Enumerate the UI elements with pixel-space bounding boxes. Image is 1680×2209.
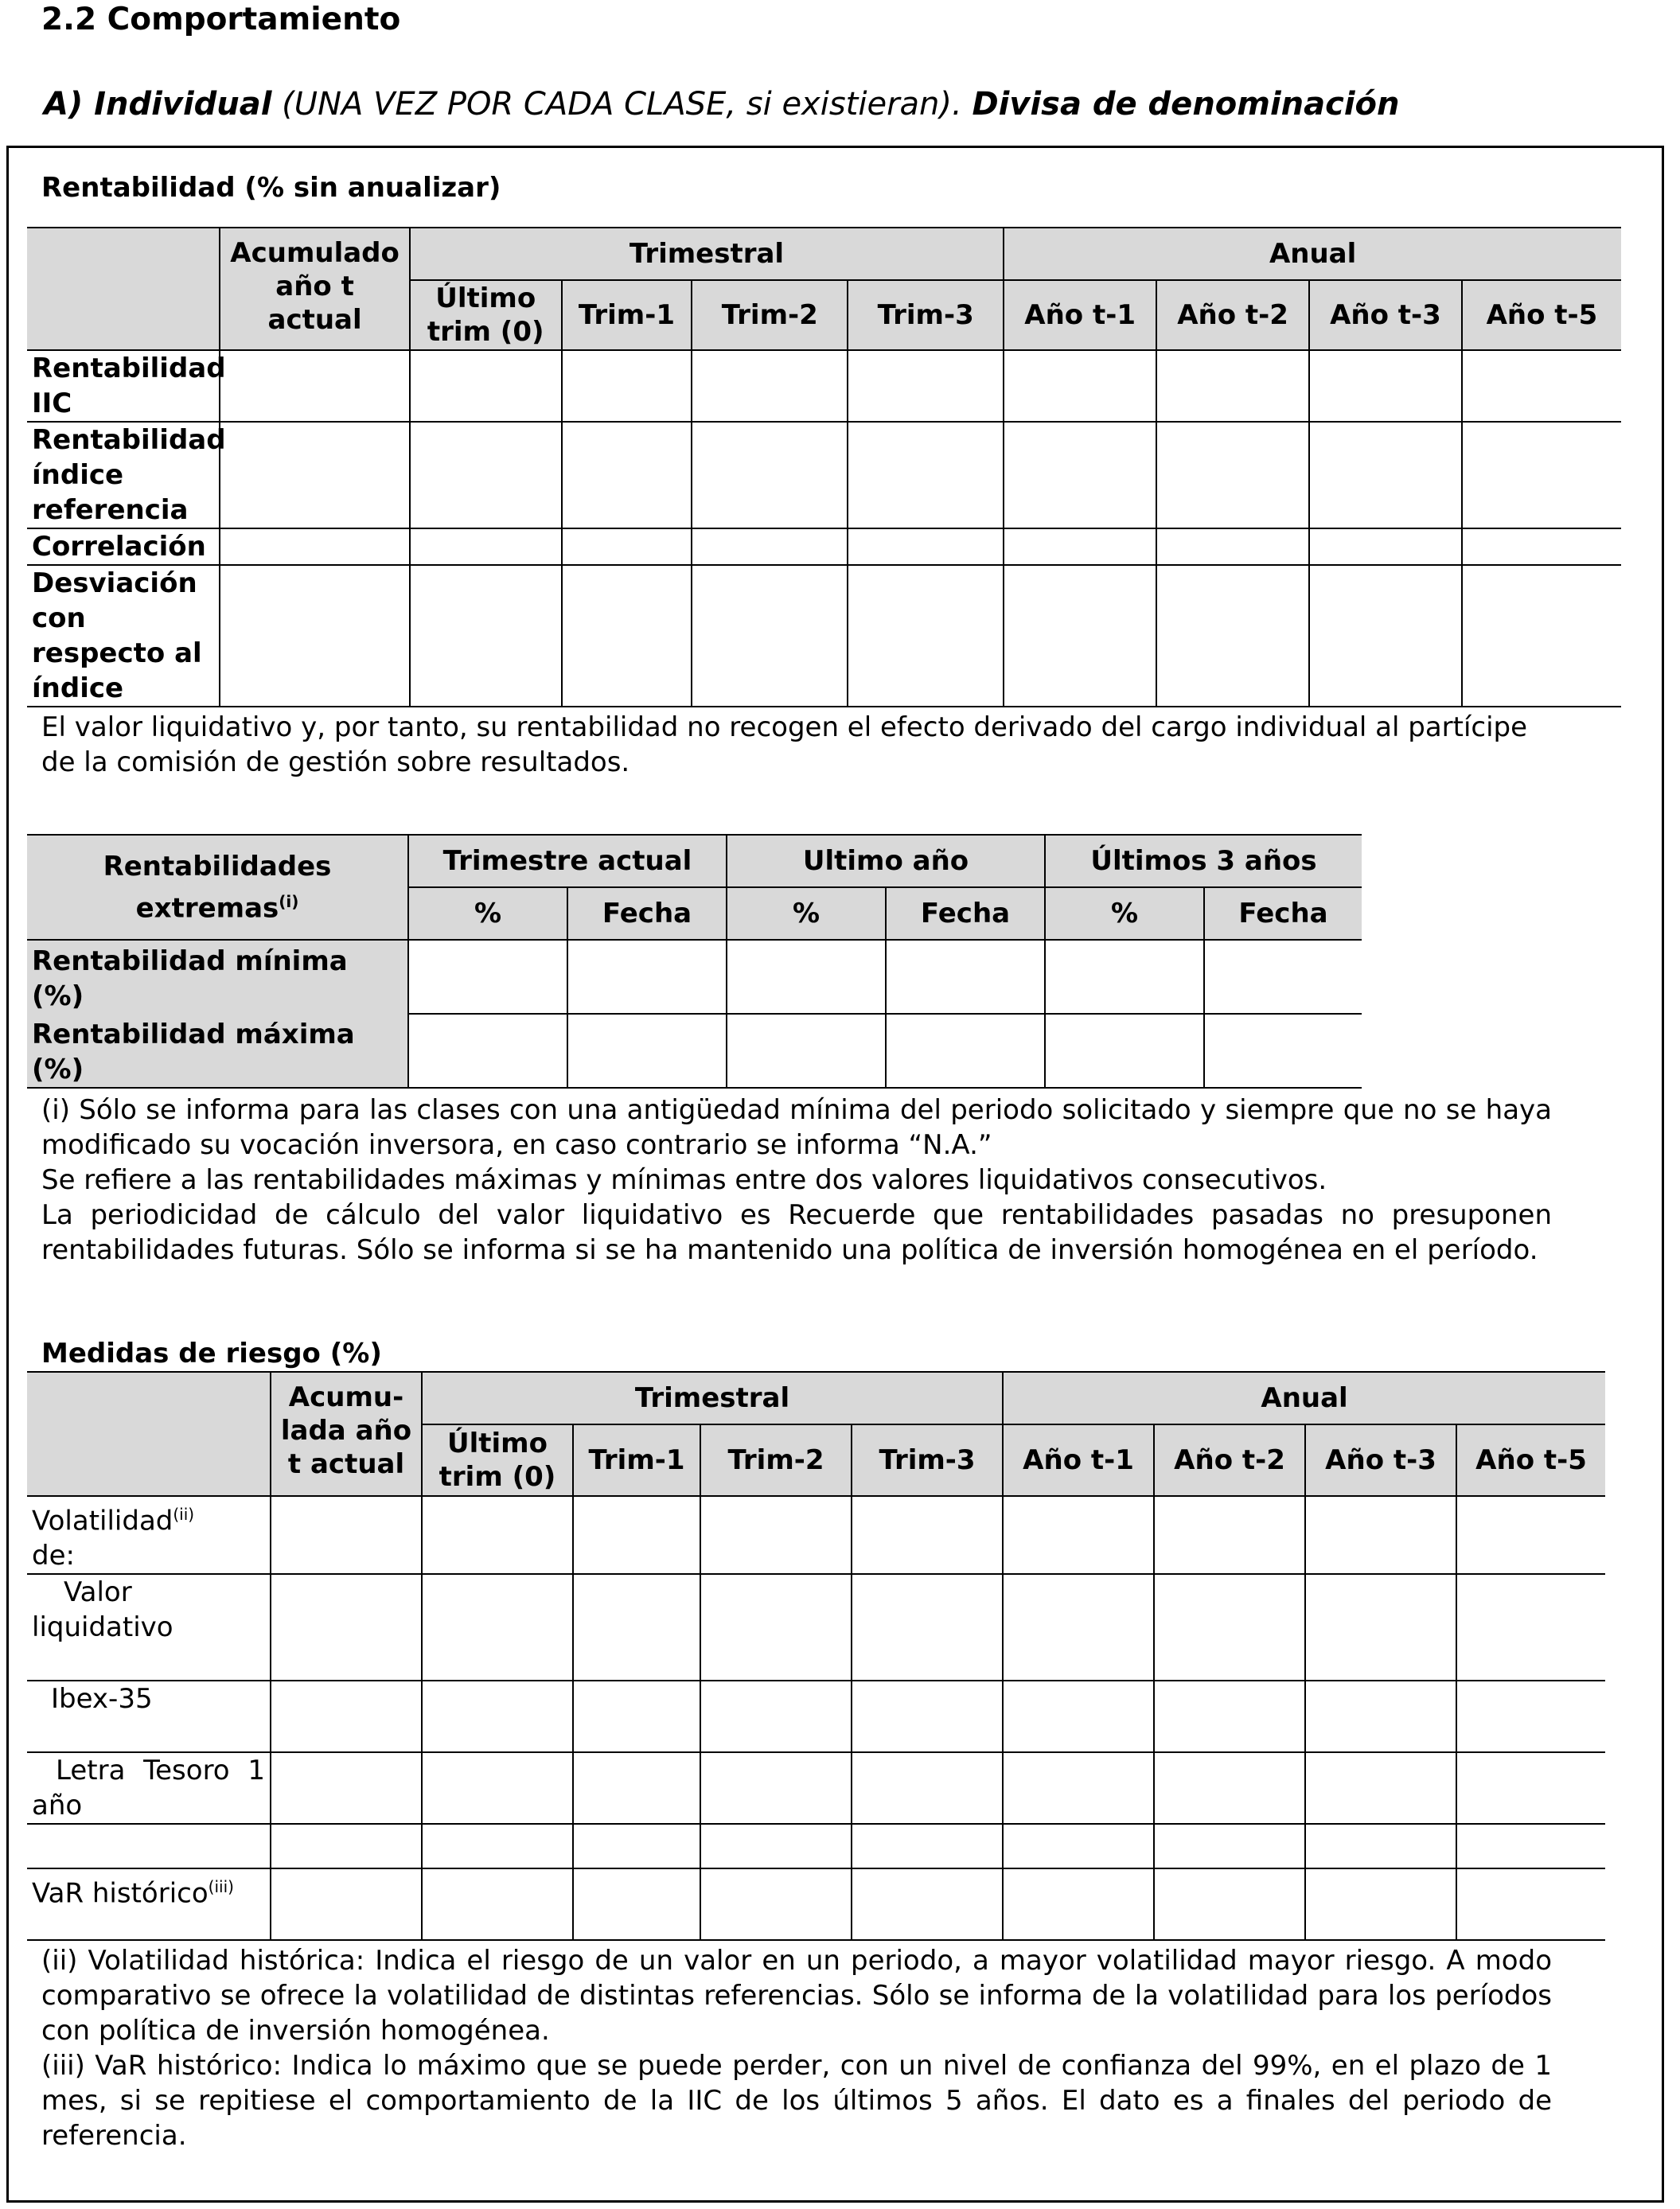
cell xyxy=(271,1752,422,1824)
risk-volatilidad-sup: (ii) xyxy=(173,1505,195,1524)
returns-trim2-header: Trim-2 xyxy=(692,280,848,350)
row-label: Correlación xyxy=(27,528,220,565)
extremes-note: (i) Sólo se informa para las clases con una antigüedad mínima del periodo solicitado y siempre que no se haya modificado su vocación inversora, en caso contrario se informa “N.A.” xyxy=(41,1094,1552,1161)
cell xyxy=(422,1824,573,1868)
cell xyxy=(220,565,409,707)
risk-table xyxy=(27,1371,1605,1941)
cell xyxy=(1305,1496,1456,1574)
cell xyxy=(886,1014,1045,1088)
returns-accum-header: Acumulado año t actual xyxy=(220,228,409,350)
cell xyxy=(1003,1868,1154,1940)
cell xyxy=(1154,1574,1305,1681)
cell xyxy=(852,1681,1003,1752)
cell xyxy=(271,1868,422,1940)
cell xyxy=(1154,1868,1305,1940)
returns-ano2-header: Año t-2 xyxy=(1156,280,1309,350)
table-row xyxy=(27,1868,1605,1940)
cell xyxy=(700,1574,852,1681)
risk-row-letra: Letra Tesoro 1 año xyxy=(27,1752,271,1824)
risk-trim1-header: Trim-1 xyxy=(573,1424,700,1496)
cell xyxy=(1305,1574,1456,1681)
subtitle xyxy=(44,86,1400,123)
cell xyxy=(220,528,409,565)
table-row xyxy=(27,422,1621,528)
cell xyxy=(700,1496,852,1574)
cell xyxy=(852,1868,1003,1940)
extremes-header-text: Rentabilidades extremas xyxy=(103,850,332,925)
cell xyxy=(1045,940,1204,1014)
cell xyxy=(1456,1752,1605,1824)
table-row xyxy=(27,528,1621,565)
cell xyxy=(1154,1496,1305,1574)
extremes-ultimos3-header: Últimos 3 años xyxy=(1045,835,1362,887)
cell xyxy=(573,1681,700,1752)
cell xyxy=(700,1868,852,1940)
cell xyxy=(271,1681,422,1752)
returns-note: El valor liquidativo y, por tanto, su rentabilidad no recogen el efecto derivado del cargo individual al partícipe de la comisión de gestión sobre resultados. xyxy=(41,711,1528,778)
table-row xyxy=(27,1014,1362,1088)
cell xyxy=(1309,422,1462,528)
cell xyxy=(1309,350,1462,422)
cell xyxy=(220,350,409,422)
cell xyxy=(422,1681,573,1752)
cell xyxy=(1004,350,1156,422)
cell xyxy=(573,1574,700,1681)
cell xyxy=(1462,350,1621,422)
cell xyxy=(1156,565,1309,707)
cell xyxy=(1003,1496,1154,1574)
extremes-header-label xyxy=(27,835,408,940)
row-label: Desviación con respecto al índice xyxy=(27,565,220,707)
cell xyxy=(410,565,562,707)
returns-ultimo-header: Último trim (0) xyxy=(410,280,562,350)
risk-var-label: VaR histórico xyxy=(32,1877,209,1910)
cell xyxy=(562,350,692,422)
row-label: Rentabilidad IIC xyxy=(27,350,220,422)
risk-ano1-header: Año t-1 xyxy=(1003,1424,1154,1496)
risk-volatilidad-label: Volatilidad xyxy=(32,1505,173,1537)
risk-var-sup: (iii) xyxy=(208,1877,234,1897)
cell xyxy=(271,1574,422,1681)
cell xyxy=(848,422,1004,528)
risk-title: Medidas de riesgo (%) xyxy=(41,1338,382,1369)
cell xyxy=(1462,565,1621,707)
cell xyxy=(692,422,848,528)
cell xyxy=(1456,1681,1605,1752)
table-row xyxy=(27,1574,1605,1681)
returns-corner-cell xyxy=(27,228,220,350)
risk-trim2-header: Trim-2 xyxy=(700,1424,852,1496)
risk-trim3-header: Trim-3 xyxy=(852,1424,1003,1496)
cell xyxy=(410,350,562,422)
cell xyxy=(271,1824,422,1868)
cell xyxy=(700,1824,852,1868)
risk-row-var xyxy=(27,1868,271,1940)
cell xyxy=(1154,1824,1305,1868)
table-row xyxy=(27,1681,1605,1752)
extremes-fecha-header: Fecha xyxy=(886,887,1045,940)
cell xyxy=(1003,1824,1154,1868)
table-row xyxy=(27,1752,1605,1824)
cell xyxy=(727,940,886,1014)
cell xyxy=(562,422,692,528)
section-title: 2.2 Comportamiento xyxy=(41,2,401,37)
risk-trimestral-header: Trimestral xyxy=(422,1372,1003,1424)
cell xyxy=(848,565,1004,707)
cell xyxy=(1456,1574,1605,1681)
extremes-table xyxy=(27,834,1362,1089)
cell xyxy=(422,1496,573,1574)
cell xyxy=(1003,1681,1154,1752)
returns-trimestral-header: Trimestral xyxy=(410,228,1004,280)
subtitle-currency: Divisa de denominación xyxy=(972,86,1400,123)
cell xyxy=(562,528,692,565)
returns-trim1-header: Trim-1 xyxy=(562,280,692,350)
cell xyxy=(1309,528,1462,565)
cell xyxy=(573,1752,700,1824)
extremes-pct-header: % xyxy=(1045,887,1204,940)
cell xyxy=(567,1014,727,1088)
extremes-ultimo-ano-header: Ultimo año xyxy=(727,835,1045,887)
cell xyxy=(1003,1752,1154,1824)
returns-title: Rentabilidad (% sin anualizar) xyxy=(41,172,501,204)
risk-row-valor-liquidativo: Valor liquidativo xyxy=(27,1574,271,1681)
cell xyxy=(422,1752,573,1824)
extremes-note: Se refiere a las rentabilidades máximas y mínimas entre dos valores liquidativos consecutivos. xyxy=(41,1164,1327,1196)
cell xyxy=(1154,1752,1305,1824)
risk-anual-header: Anual xyxy=(1003,1372,1605,1424)
cell xyxy=(271,1496,422,1574)
risk-note: (ii) Volatilidad histórica: Indica el riesgo de un valor en un periodo, a mayor volatilidad mayor riesgo. A modo comparativo se ofrece la volatilidad de distintas referencias. Sólo se informa de la volatilidad para los períodos con política de inversión homogénea. xyxy=(41,1945,1552,2047)
cell xyxy=(422,1574,573,1681)
cell xyxy=(692,565,848,707)
cell xyxy=(573,1868,700,1940)
subtitle-note: (UNA VEZ POR CADA CLASE, si existieran). xyxy=(271,86,973,123)
cell xyxy=(1462,528,1621,565)
cell xyxy=(1456,1824,1605,1868)
returns-ano3-header: Año t-3 xyxy=(1309,280,1462,350)
table-row xyxy=(27,350,1621,422)
cell xyxy=(408,940,567,1014)
extremes-pct-header: % xyxy=(408,887,567,940)
cell xyxy=(562,565,692,707)
table-row xyxy=(27,1824,1605,1868)
returns-table xyxy=(27,227,1621,707)
returns-ano5-header: Año t-5 xyxy=(1462,280,1621,350)
cell xyxy=(848,528,1004,565)
cell xyxy=(1305,1681,1456,1752)
risk-ano2-header: Año t-2 xyxy=(1154,1424,1305,1496)
table-row xyxy=(27,940,1362,1014)
cell xyxy=(1305,1868,1456,1940)
extremes-notes xyxy=(41,1093,1552,1268)
table-row xyxy=(27,565,1621,707)
cell xyxy=(422,1868,573,1940)
cell xyxy=(1156,528,1309,565)
extremes-fecha-header: Fecha xyxy=(1204,887,1362,940)
cell xyxy=(1456,1868,1605,1940)
extremes-row-max: Rentabilidad máxima (%) xyxy=(27,1014,408,1088)
cell xyxy=(1204,940,1362,1014)
cell xyxy=(410,422,562,528)
risk-ano3-header: Año t-3 xyxy=(1305,1424,1456,1496)
cell xyxy=(852,1824,1003,1868)
extremes-pct-header: % xyxy=(727,887,886,940)
cell xyxy=(1154,1681,1305,1752)
cell xyxy=(1156,422,1309,528)
cell xyxy=(727,1014,886,1088)
risk-ultimo-header: Último trim (0) xyxy=(422,1424,573,1496)
risk-accum-header: Acumu-lada año t actual xyxy=(271,1372,422,1496)
cell xyxy=(1045,1014,1204,1088)
returns-trim3-header: Trim-3 xyxy=(848,280,1004,350)
cell xyxy=(1309,565,1462,707)
risk-corner-cell xyxy=(27,1372,271,1496)
cell xyxy=(573,1496,700,1574)
cell xyxy=(408,1014,567,1088)
cell xyxy=(567,940,727,1014)
subtitle-individual: A) Individual xyxy=(44,86,272,123)
row-label: Rentabilidad índice referencia xyxy=(27,422,220,528)
cell xyxy=(692,528,848,565)
cell xyxy=(1004,528,1156,565)
cell xyxy=(700,1752,852,1824)
extremes-note: La periodicidad de cálculo del valor liquidativo es Recuerde que rentabilidades pasadas no presuponen rentabilidades futuras. Sólo se informa si se ha mantenido una política de inversión homogénea en el período. xyxy=(41,1199,1552,1266)
extremes-header-sup: (i) xyxy=(279,891,299,911)
returns-anual-header: Anual xyxy=(1004,228,1621,280)
extremes-fecha-header: Fecha xyxy=(567,887,727,940)
extremes-trimestre-header: Trimestre actual xyxy=(408,835,727,887)
cell xyxy=(1456,1496,1605,1574)
cell xyxy=(852,1752,1003,1824)
risk-row-ibex: Ibex-35 xyxy=(27,1681,271,1752)
table-row xyxy=(27,1496,1605,1574)
cell xyxy=(1004,565,1156,707)
risk-row-volatilidad xyxy=(27,1496,271,1574)
cell xyxy=(852,1496,1003,1574)
cell xyxy=(220,422,409,528)
cell xyxy=(700,1681,852,1752)
cell xyxy=(848,350,1004,422)
cell xyxy=(1462,422,1621,528)
extremes-row-min: Rentabilidad mínima (%) xyxy=(27,940,408,1014)
risk-de-label: de: xyxy=(32,1540,75,1572)
cell xyxy=(886,940,1045,1014)
risk-notes xyxy=(41,1943,1552,2153)
cell xyxy=(573,1824,700,1868)
cell xyxy=(27,1824,271,1868)
cell xyxy=(1003,1574,1154,1681)
cell xyxy=(1204,1014,1362,1088)
returns-ano1-header: Año t-1 xyxy=(1004,280,1156,350)
risk-note: (iii) VaR histórico: Indica lo máximo que se puede perder, con un nivel de confianza del 99%, en el plazo de 1 mes, si se repitiese el comportamiento de la IIC de los últimos 5 años. El dato es a finales del periodo de referencia. xyxy=(41,2050,1552,2152)
risk-ano5-header: Año t-5 xyxy=(1456,1424,1605,1496)
cell xyxy=(1156,350,1309,422)
cell xyxy=(410,528,562,565)
cell xyxy=(1305,1752,1456,1824)
cell xyxy=(852,1574,1003,1681)
cell xyxy=(692,350,848,422)
cell xyxy=(1305,1824,1456,1868)
cell xyxy=(1004,422,1156,528)
